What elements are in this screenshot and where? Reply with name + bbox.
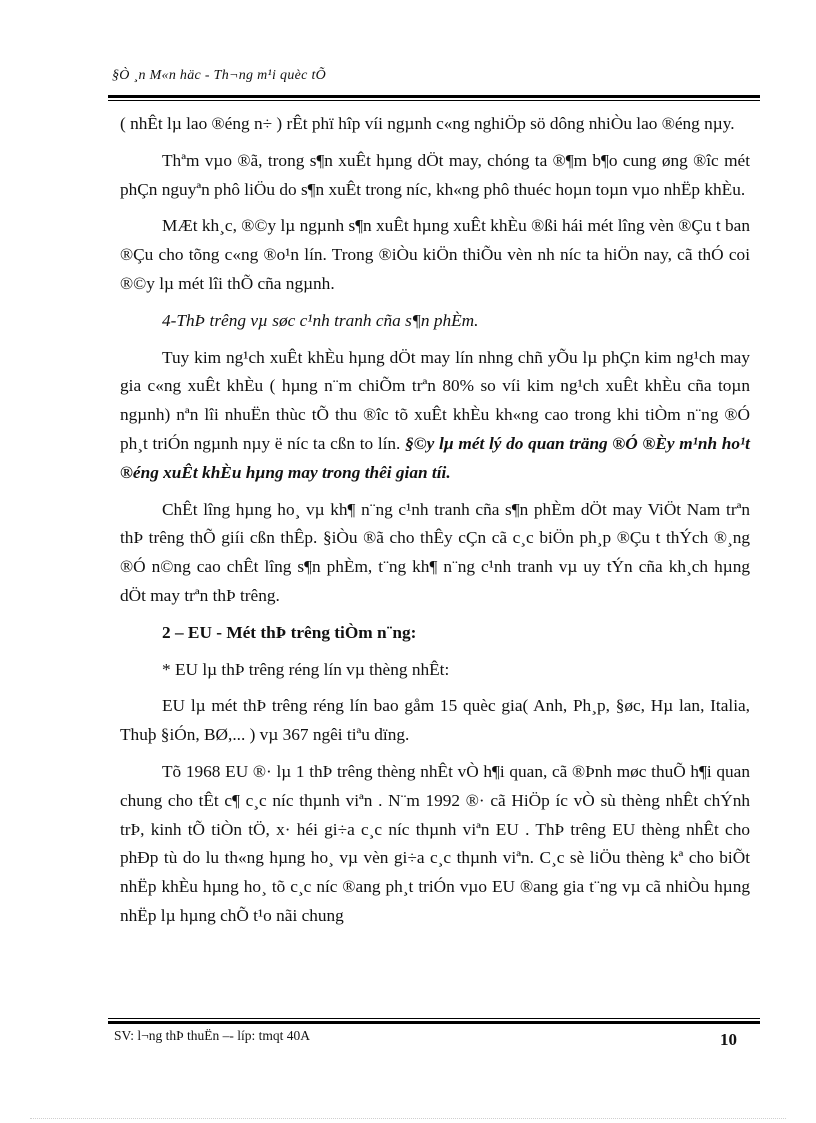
paragraph-5-text: Tuy kim ng¹ch xuÊt khÈu hµng dÖt may lín nhng chñ yÕu lµ phÇn kim ng¹ch may gia c«ng xuÊt khÈu ( hµng n¨m chiÕm trªn 80% so víi kim ng¹ch xuÊt khÈu cña toµn ngµnh) nªn lîi nhuËn thùc tÕ thu ®îc tõ xuÊt khÈu kh«ng cao trong khi tiÒm n¨ng ®Ó ph¸t triÓn ngµnh nµy ë níc ta cßn to lín. [120, 347, 750, 453]
paragraph-6: ChÊt lîng hµng ho¸ vµ kh¶ n¨ng c¹nh tranh cña s¶n phÈm dÖt may ViÖt Nam trªn thÞ trêng thÕ giíi cßn thÊp. §iÒu ®ã cho thÊy cÇn cã c¸c biÖn ph¸p ®Çu t thÝch ®¸ng ®Ó n©ng cao chÊt lîng s¶n phÈm, t¨ng kh¶ n¨ng c¹nh tranh vµ uy tÝn cña kh¸ch hµng dÖt may trªn thÞ trêng. [120, 499, 750, 605]
paragraph-7: * EU lµ thÞ trêng réng lín vµ thèng nhÊt: [162, 659, 450, 679]
page-body [120, 110, 750, 939]
paragraph-9: Tõ 1968 EU ®· lµ 1 thÞ trêng thèng nhÊt vÒ h¶i quan, cã ®Þnh møc thuÕ h¶i quan chung cho tÊt c¶ c¸c níc thµnh viªn . N¨m 1992 ®· cã HiÖp íc vÒ sù thèng nhÊt chÝnh trÞ, kinh tÕ tiÒn tÖ, x· héi gi÷a c¸c níc thµnh viªn EU . ThÞ trêng EU thèng nhÊt cho phÐp tù do lu th«ng hµng ho¸ vµ vèn gi÷a c¸c thµnh viªn. C¸c sè liÖu thèng kª cho biÕt nhËp khÈu hµng ho¸ tõ c¸c níc ®ang ph¸t triÓn vµo EU ®ang gia t¨ng vµ cã nhiÒu hµng nhËp lµ hµng chÕ t¹o nãi chung [120, 761, 750, 925]
paragraph-5-emphasis: §©y lµ mét lý do quan träng ®Ó ®Èy m¹nh ho¹t ®éng xuÊt khÈu hµng may trong thêi gian tíi. [120, 433, 750, 482]
paragraph-3: MÆt kh¸c, ®©y lµ ngµnh s¶n xuÊt hµng xuÊt khÈu ®ßi hái mét lîng vèn ®Çu t ban ®Çu cho tõng c«ng ®o¹n lín. Trong ®iÒu kiÖn thiÕu vèn nh níc ta hiÖn nay, cã thÓ coi ®©y lµ mét lîi thÕ cña ngµnh. [120, 216, 750, 293]
header-rule-thin [108, 100, 760, 101]
paragraph-1: ( nhÊt lµ lao ®éng n÷ ) rÊt phï hîp víi ngµnh c«ng nghiÖp sö dông nhiÒu lao ®éng nµy. [120, 114, 735, 133]
page-edge-dotted-line [30, 1118, 786, 1119]
section-heading-4: 4-ThÞ trêng vµ søc c¹nh tranh cña s¶n phÈm. [162, 310, 479, 330]
paragraph-8: EU lµ mét thÞ trêng réng lín bao gåm 15 quèc gia( Anh, Ph¸p, §øc, Hµ lan, Italia, Thuþ §iÓn, BØ,... ) vµ 367 ngêi tiªu dïng. [120, 696, 750, 745]
footer-student-info: SV: l¬ng thÞ thuËn –- líp: tmqt 40A [114, 1028, 311, 1043]
header-rule-thick [108, 95, 760, 98]
paragraph-5 [120, 344, 750, 488]
footer-rule-thick [108, 1021, 760, 1024]
footer-rule-thin [108, 1018, 760, 1019]
running-header: §Ò ¸n M«n häc - Th¬ng m¹i quèc tÕ [112, 68, 327, 83]
section-heading-2: 2 – EU - Mét thÞ trêng tiÒm n¨ng: [162, 622, 417, 642]
paragraph-2: Thªm vµo ®ã, trong s¶n xuÊt hµng dÖt may, chóng ta ®¶m b¶o cung øng ®îc mét phÇn nguyªn phô liÖu do s¶n xuÊt trong níc, kh«ng phô thuéc hoµn toµn vµo nhËp khÈu. [120, 150, 750, 199]
page-number: 10 [720, 1030, 737, 1049]
